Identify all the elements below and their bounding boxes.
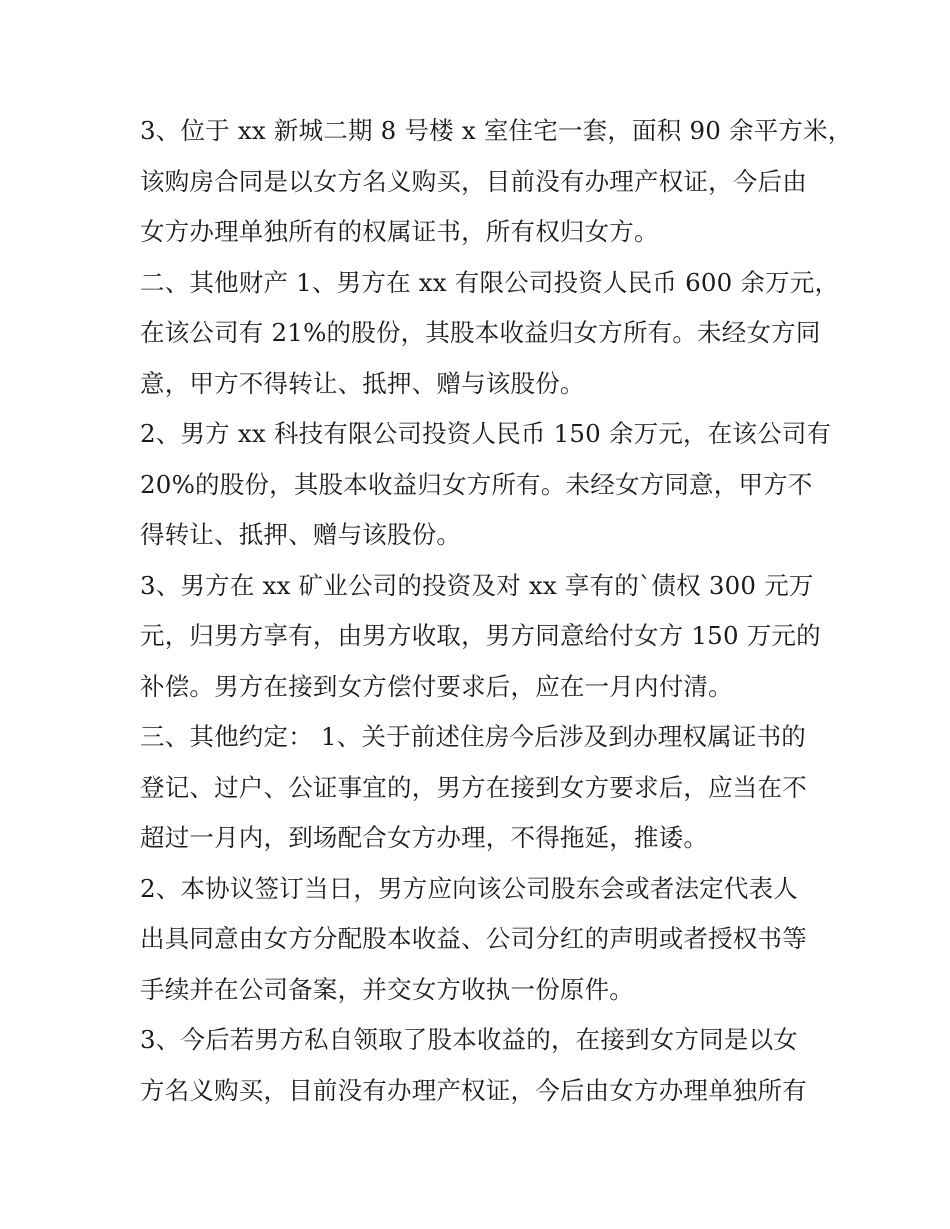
- text-line: 3、今后若男方私自领取了股本收益的，在接到女方同是以女: [140, 1025, 798, 1054]
- text-line: 登记、过户、公证事宜的，男方在接到女方要求后，应当在不: [140, 772, 807, 802]
- text-line: 得转让、抵押、赠与该股份。: [140, 520, 462, 549]
- text-line: 方名义购买，目前没有办理产权证，今后由女方办理单独所有: [140, 1075, 807, 1105]
- text-line: 该购房合同是以女方名义购买，目前没有办理产权证，今后由: [140, 166, 807, 196]
- text-line: 补偿。男方在接到女方偿付要求后，应在一月内付清。: [140, 671, 733, 701]
- text-line: 二、其他财产 1、男方在 xx 有限公司投资人民币 600 余万元，: [140, 267, 840, 297]
- text-line: 3、位于 xx 新城二期 8 号楼 x 室住宅一套，面积 90 余平方米，: [140, 116, 853, 145]
- document-body: [140, 106, 853, 1116]
- text-line: 三、其他约定： 1、关于前述住房今后涉及到办理权属证书的: [140, 722, 806, 751]
- text-line: 3、男方在 xx 矿业公司的投资及对 xx 享有的`债权 300 元万: [140, 570, 814, 600]
- text-line: 超过一月内，到场配合女方办理，不得拖延，推诿。: [140, 823, 709, 852]
- text-line: 意，甲方不得转让、抵押、赠与该股份。: [140, 368, 585, 398]
- text-line: 元，归男方享有，由男方收取，男方同意给付女方 150 万元的: [140, 621, 821, 650]
- text-line: 出具同意由女方分配股本收益、公司分红的声明或者授权书等: [140, 924, 807, 953]
- text-line: 女方办理单独所有的权属证书，所有权归女方。: [140, 217, 659, 246]
- text-line: 手续并在公司备案，并交女方收执一份原件。: [140, 974, 634, 1004]
- text-line: 2、男方 xx 科技有限公司投资人民币 150 余万元，在该公司有: [140, 419, 832, 448]
- text-line: 20%的股份，其股本收益归女方所有。未经女方同意，甲方不: [140, 469, 813, 499]
- text-line: 在该公司有 21%的股份，其股本收益归女方所有。未经女方同: [140, 318, 821, 347]
- text-line: 2、本协议签订当日，男方应向该公司股东会或者法定代表人: [140, 873, 798, 903]
